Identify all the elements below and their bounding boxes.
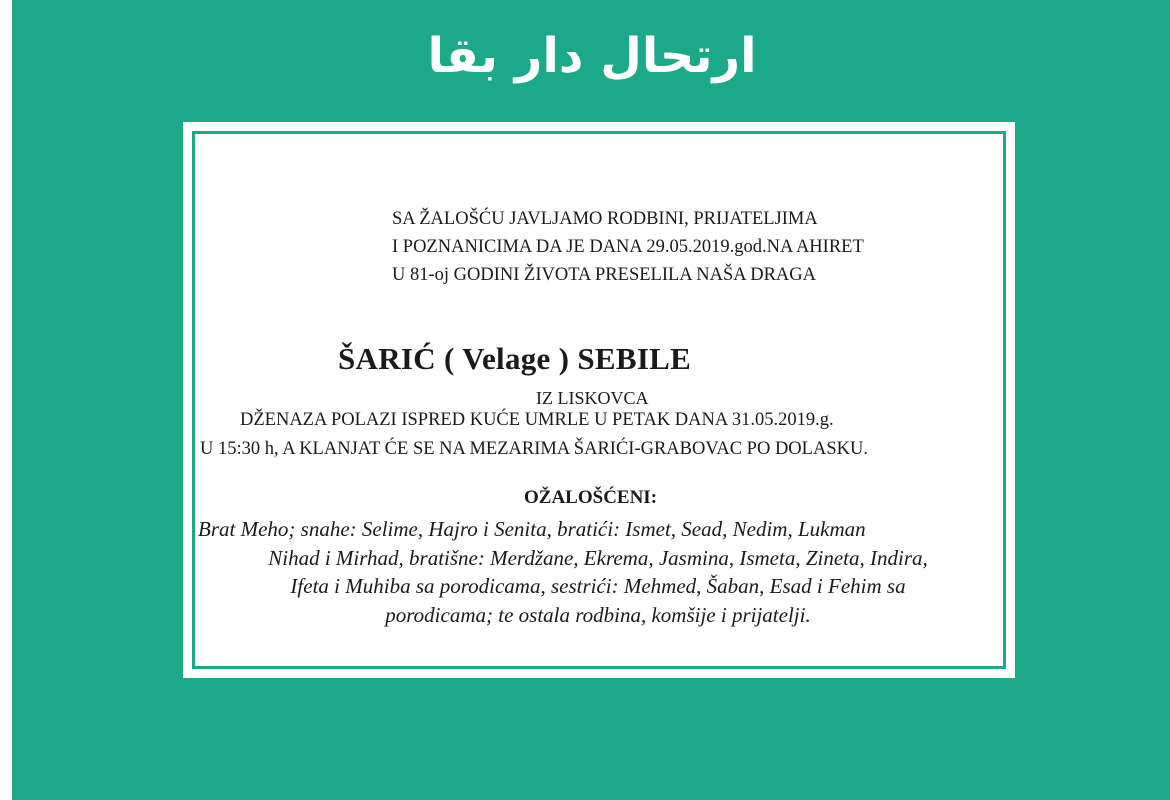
intro-text — [392, 205, 864, 289]
mourners-line: Ifeta i Muhiba sa porodicama, sestrići: Mehmed, Šaban, Esad i Fehim sa — [290, 574, 906, 598]
mourners-heading: OŽALOŠĆENI: — [524, 487, 658, 508]
mourners-line: Brat Meho; snahe: Selime, Hajro i Senita, bratići: Ismet, Sead, Nedim, Lukman — [198, 517, 866, 541]
arabic-calligraphy — [427, 10, 757, 100]
calligraphy-icon — [427, 10, 757, 100]
calligraphy-text: ارتحال دار بقا — [427, 28, 757, 84]
deceased-name: ŠARIĆ ( Velage ) SEBILE — [338, 341, 692, 376]
intro-line: U 81-oj GODINI ŽIVOTA PRESELILA NAŠA DRAGA — [392, 265, 817, 285]
origin-line: IZ LISKOVCA — [536, 388, 649, 408]
funeral-line: U 15:30 h, A KLANJAT ĆE SE NA MEZARIMA ŠARIĆI-GRABOVAC PO DOLASKU. — [200, 439, 868, 459]
mourners-line: porodicama; te ostala rodbina, komšije i prijatelji. — [385, 602, 811, 627]
funeral-line: DŽENAZA POLAZI ISPRED KUĆE UMRLE U PETAK DANA 31.05.2019.g. — [240, 410, 834, 430]
intro-line: I POZNANICIMA DA JE DANA 29.05.2019.god.NA AHIRET — [392, 237, 864, 257]
intro-line: SA ŽALOŠĆU JAVLJAMO RODBINI, PRIJATELJIMA — [392, 209, 818, 229]
green-background — [12, 0, 1170, 800]
notice-card — [183, 122, 1015, 678]
mourners-line: Nihad i Mirhad, bratišne: Merdžane, Ekrema, Jasmina, Ismeta, Zineta, Indira, — [268, 545, 928, 570]
funeral-details — [200, 406, 868, 464]
mourners-list — [198, 515, 998, 629]
